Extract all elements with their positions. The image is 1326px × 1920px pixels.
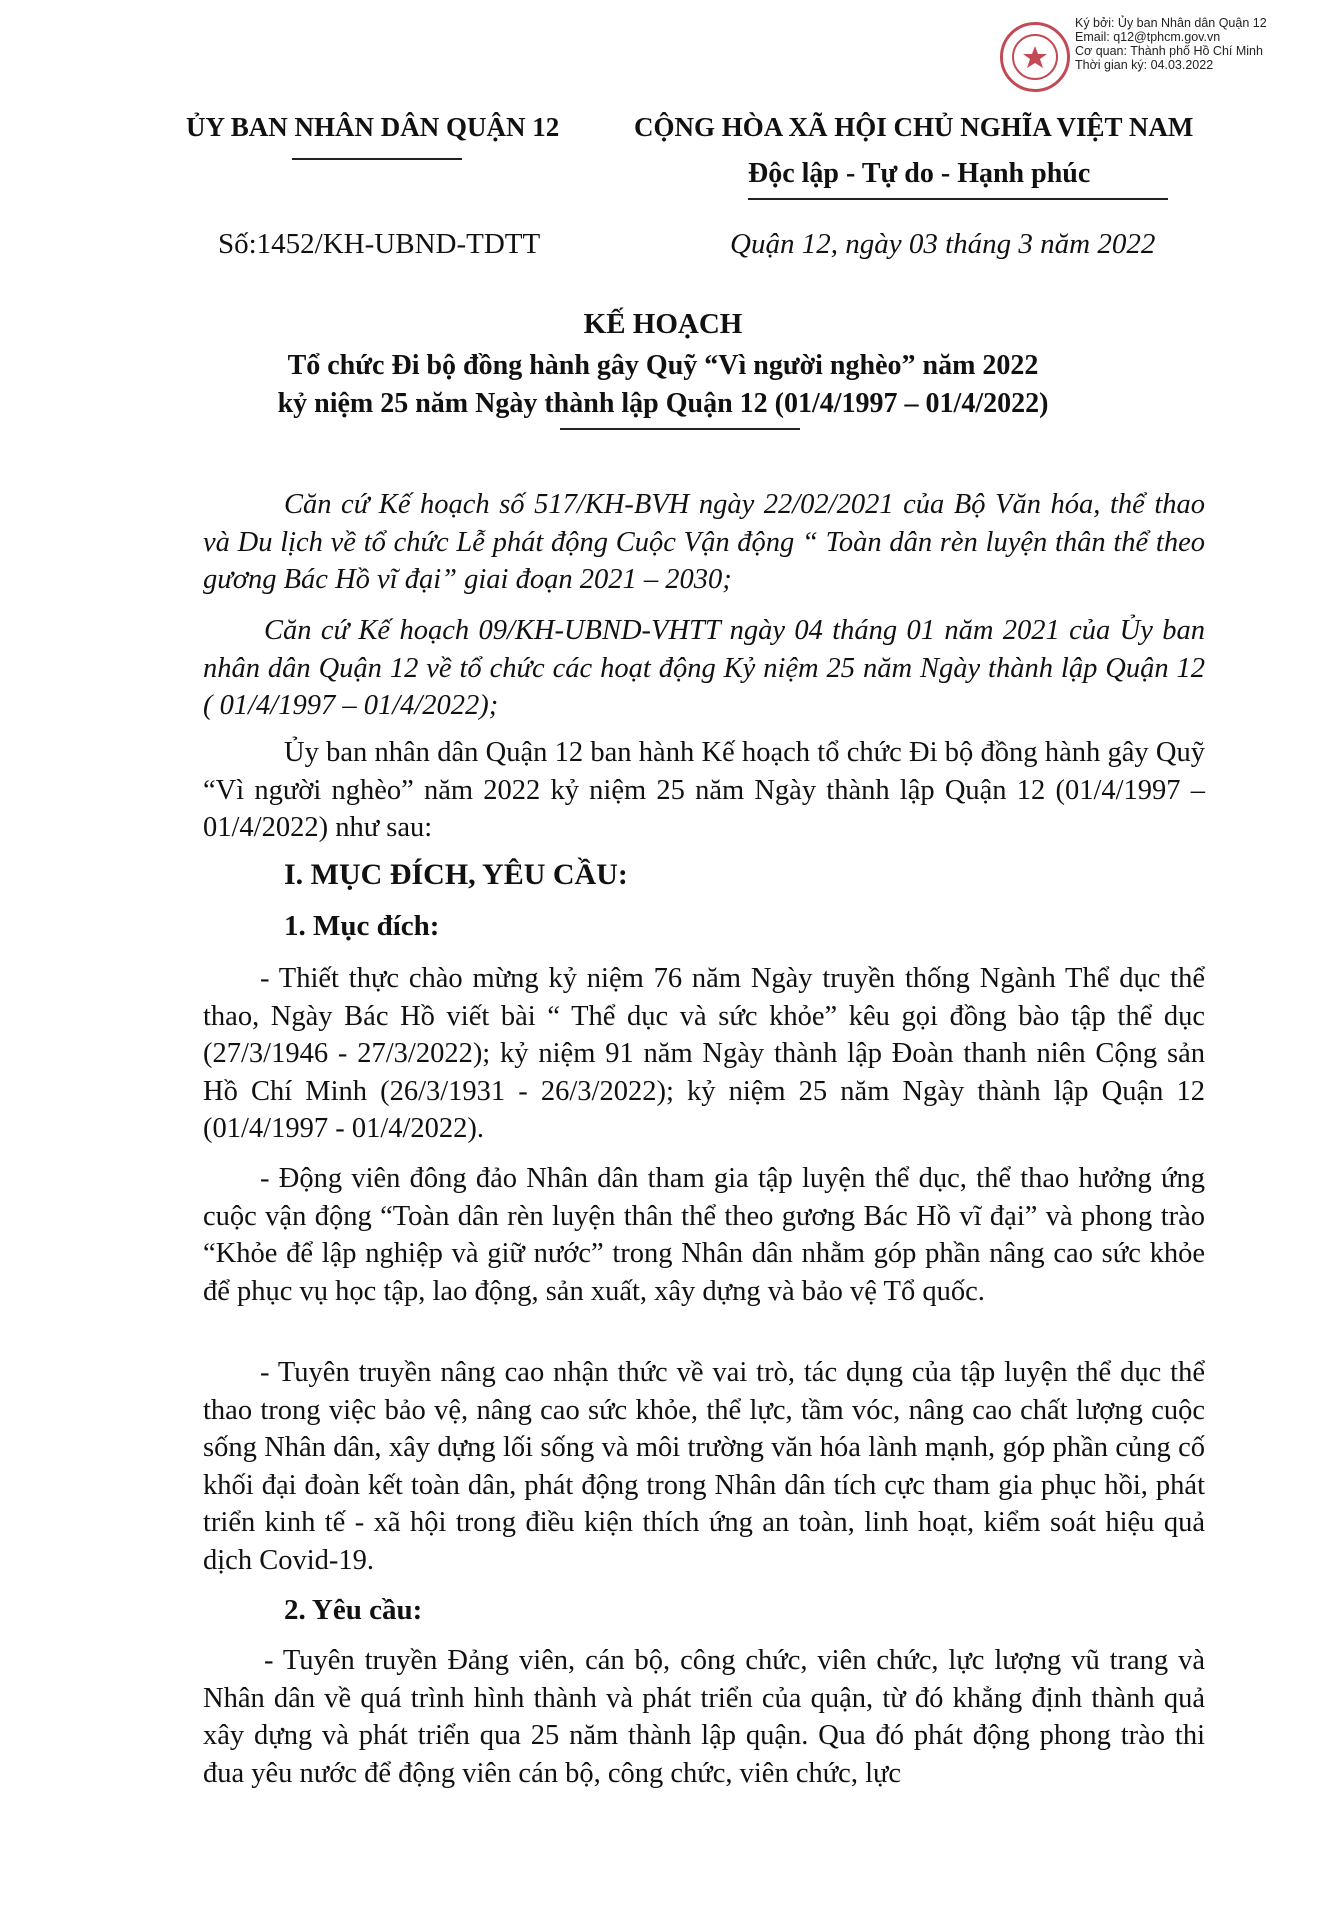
star-icon bbox=[1022, 44, 1048, 70]
legal-basis-1: Căn cứ Kế hoạch số 517/KH-BVH ngày 22/02/2021 của Bộ Văn hóa, thể thao và Du lịch về tổ chức Lễ phát động Cuộc Vận động “ Toàn dân rèn luyện thân thể theo gương Bác Hồ vĩ đại” giai đoạn 2021 – 2030; bbox=[203, 489, 1205, 595]
requirements-paragraph-1: - Tuyên truyền Đảng viên, cán bộ, công chức, viên chức, lực lượng vũ trang và Nhân dân về quá trình hình thành và phát triển của quận, từ đó khẳng định thành quả xây dựng và phát triển qua 25 năm thành lập quận. Qua đó phát động phong trào thi đua yêu nước để động viên cán bộ, công chức, viên chức, lực bbox=[203, 1645, 1205, 1789]
purpose-paragraph-2: - Động viên đông đảo Nhân dân tham gia tập luyện thể dục, thể thao hưởng ứng cuộc vận động “Toàn dân rèn luyện thân thể theo gương Bác Hồ vĩ đại” và phong trào “Khỏe để lập nghiệp và giữ nước” trong Nhân dân nhằm góp phần nâng cao sức khỏe để phục vụ học tập, lao động, sản xuất, xây dựng và bảo vệ Tổ quốc. bbox=[203, 1163, 1205, 1307]
digital-signature-info bbox=[1075, 16, 1315, 72]
purpose-paragraph-1: - Thiết thực chào mừng kỷ niệm 76 năm Ngày truyền thống Ngành Thể dục thể thao, Ngày Bác Hồ viết bài “ Thể dục và sức khỏe” kêu gọi đồng bào tập thể dục (27/3/1946 - 27/3/2022); kỷ niệm 91 năm Ngày thành lập Đoàn thanh niên Cộng sản Hồ Chí Minh (26/3/1931 - 26/3/2022); kỷ niệm 25 năm Ngày thành lập Quận 12 (01/4/1997 - 01/4/2022). bbox=[203, 963, 1205, 1144]
document-title-line-2: kỷ niệm 25 năm Ngày thành lập Quận 12 (01/4/1997 – 01/4/2022) bbox=[277, 388, 1049, 419]
document-title-line-1: Tổ chức Đi bộ đồng hành gây Quỹ “Vì người nghèo” năm 2022 bbox=[287, 350, 1039, 381]
intro-paragraph: Ủy ban nhân dân Quận 12 ban hành Kế hoạch tổ chức Đi bộ đồng hành gây Quỹ “Vì người nghèo” năm 2022 kỷ niệm 25 năm Ngày thành lập Quận 12 (01/4/1997 – 01/4/2022) như sau: bbox=[203, 737, 1205, 843]
signature-agency: Cơ quan: Thành phố Hồ Chí Minh bbox=[1075, 44, 1263, 58]
document-date: Quận 12, ngày 03 tháng 3 năm 2022 bbox=[730, 228, 1156, 260]
motto-underline bbox=[748, 198, 1168, 200]
official-seal-icon bbox=[1000, 22, 1070, 92]
document-number: Số:1452/KH-UBND-TDTT bbox=[218, 228, 541, 260]
issuer-underline bbox=[292, 158, 462, 160]
document-type: KẾ HOẠCH bbox=[583, 308, 743, 340]
subsection-heading-purpose: 1. Mục đích: bbox=[284, 910, 440, 942]
subsection-heading-requirements: 2. Yêu cầu: bbox=[284, 1594, 423, 1626]
title-underline bbox=[560, 428, 800, 430]
signature-email: Email: q12@tphcm.gov.vn bbox=[1075, 30, 1221, 44]
purpose-paragraph-3: - Tuyên truyền nâng cao nhận thức về vai trò, tác dụng của tập luyện thể dục thể thao trong việc bảo vệ, nâng cao sức khỏe, thể lực, tầm vóc, nâng cao chất lượng cuộc sống Nhân dân, xây dựng lối sống và môi trường văn hóa lành mạnh, góp phần củng cố khối đại đoàn kết toàn dân, phát động trong Nhân dân tích cực tham gia phục hồi, phát triển kinh tế - xã hội trong điều kiện thích ứng an toàn, linh hoạt, kiểm soát hiệu quả dịch Covid-19. bbox=[203, 1357, 1205, 1576]
signed-by: Ký bởi: Ủy ban Nhân dân Quận 12 bbox=[1075, 16, 1267, 30]
section-heading: I. MỤC ĐÍCH, YÊU CẦU: bbox=[284, 858, 628, 891]
legal-basis-2: Căn cứ Kế hoạch 09/KH-UBND-VHTT ngày 04 tháng 01 năm 2021 của Ủy ban nhân dân Quận 12 về tổ chức các hoạt động Kỷ niệm 25 năm Ngày thành lập Quận 12 ( 01/4/1997 – 01/4/2022); bbox=[203, 615, 1205, 721]
national-motto: Độc lập - Tự do - Hạnh phúc bbox=[748, 158, 1091, 189]
nation-name: CỘNG HÒA XÃ HỘI CHỦ NGHĨA VIỆT NAM bbox=[634, 112, 1194, 142]
issuer-name: ỦY BAN NHÂN DÂN QUẬN 12 bbox=[186, 112, 560, 142]
signature-time: Thời gian ký: 04.03.2022 bbox=[1075, 58, 1214, 72]
